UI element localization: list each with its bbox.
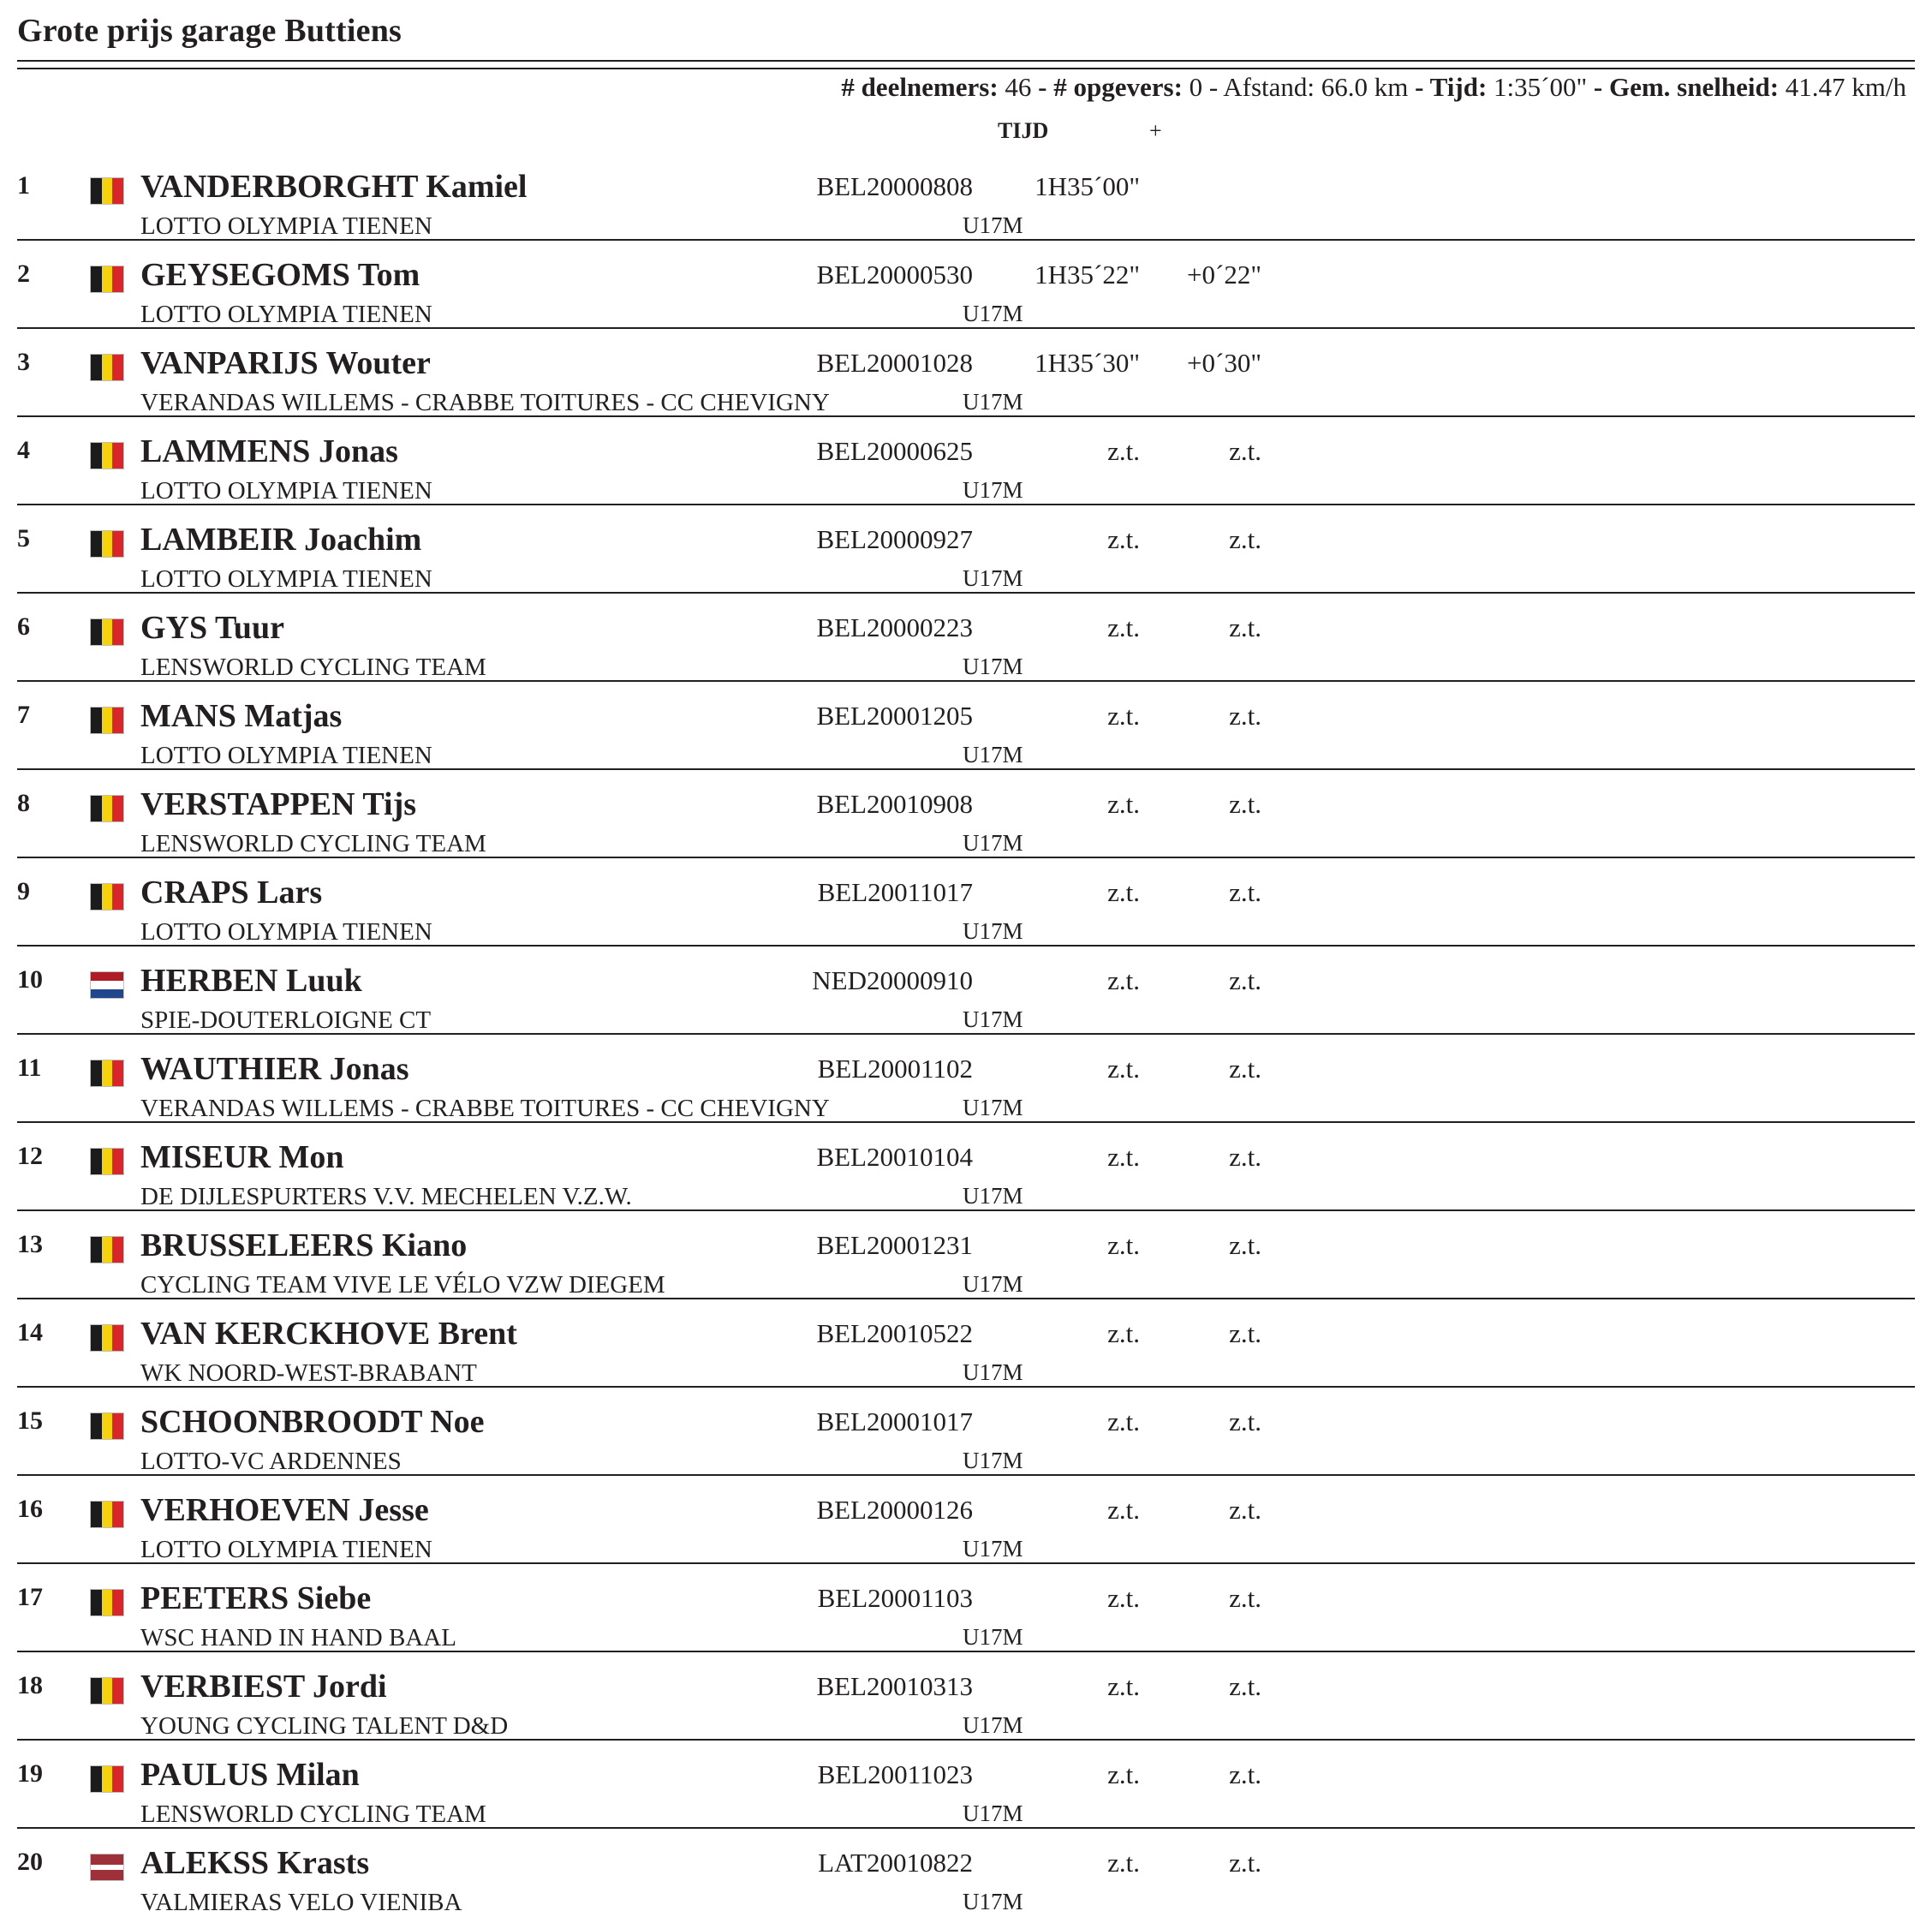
category: U17M <box>963 1183 1023 1209</box>
snelheid-value: 41.47 km/h <box>1785 72 1906 102</box>
finish-time: z.t. <box>1107 436 1140 466</box>
finish-time: z.t. <box>1107 612 1140 642</box>
nl-flag-icon <box>91 972 123 998</box>
rider-name: GEYSEGOMS Tom <box>140 257 420 293</box>
result-row <box>0 1211 1932 1299</box>
rank: 12 <box>17 1142 43 1170</box>
finish-time: z.t. <box>1107 524 1140 554</box>
team-name: LOTTO OLYMPIA TIENEN <box>140 918 432 946</box>
rank: 4 <box>17 436 30 464</box>
uci-id: BEL20010104 <box>816 1142 973 1172</box>
uci-id: BEL20001102 <box>817 1054 973 1084</box>
rank: 14 <box>17 1318 43 1347</box>
time-gap: z.t. <box>1229 1142 1261 1172</box>
rank: 11 <box>17 1054 42 1082</box>
time-gap: z.t. <box>1229 1583 1261 1613</box>
rank: 8 <box>17 789 30 817</box>
finish-time: z.t. <box>1107 789 1140 819</box>
team-name: SPIE-DOUTERLOIGNE CT <box>140 1006 432 1034</box>
result-row <box>0 594 1932 682</box>
be-flag-icon <box>91 1766 123 1792</box>
time-gap: z.t. <box>1229 877 1261 907</box>
rank: 5 <box>17 524 30 552</box>
team-name: VALMIERAS VELO VIENIBA <box>140 1889 462 1916</box>
rank: 18 <box>17 1671 43 1699</box>
result-row <box>0 1652 1932 1741</box>
team-name: VERANDAS WILLEMS - CRABBE TOITURES - CC CHEVIGNY <box>140 1095 830 1122</box>
finish-time: z.t. <box>1107 1230 1140 1260</box>
category: U17M <box>963 212 1023 238</box>
team-name: DE DIJLESPURTERS V.V. MECHELEN V.Z.W. <box>140 1183 632 1210</box>
rank: 3 <box>17 348 30 376</box>
rank: 7 <box>17 701 30 729</box>
uci-id: BEL20000927 <box>816 524 973 554</box>
rider-name: VERBIEST Jordi <box>140 1669 387 1705</box>
time-gap: +0´30" <box>1187 348 1261 378</box>
tijd-value: 1:35´00" <box>1494 72 1588 102</box>
category: U17M <box>963 1448 1023 1473</box>
uci-id: BEL20010522 <box>816 1318 973 1348</box>
time-gap: z.t. <box>1229 1406 1261 1436</box>
time-gap: z.t. <box>1229 612 1261 642</box>
rider-name: MISEUR Mon <box>140 1139 344 1175</box>
rank: 10 <box>17 965 43 994</box>
rank: 15 <box>17 1406 43 1435</box>
uci-id: BEL20000808 <box>816 171 973 201</box>
be-flag-icon <box>91 619 123 645</box>
uci-id: LAT20010822 <box>818 1848 973 1878</box>
category: U17M <box>963 654 1023 679</box>
rider-name: BRUSSELEERS Kiano <box>140 1227 468 1263</box>
uci-id: BEL20000223 <box>816 612 973 642</box>
uci-id: BEL20001017 <box>816 1406 973 1436</box>
result-row <box>0 1123 1932 1211</box>
time-gap: z.t. <box>1229 436 1261 466</box>
time-gap: z.t. <box>1229 1318 1261 1348</box>
finish-time: z.t. <box>1107 1759 1140 1789</box>
category: U17M <box>963 1712 1023 1738</box>
team-name: LENSWORLD CYCLING TEAM <box>140 1801 486 1828</box>
rider-name: VERHOEVEN Jesse <box>140 1492 429 1528</box>
uci-id: BEL20010313 <box>816 1671 973 1701</box>
time-gap: z.t. <box>1229 524 1261 554</box>
title-rule-bottom <box>17 68 1915 69</box>
result-row <box>0 1829 1932 1917</box>
result-row <box>0 947 1932 1035</box>
rider-name: WAUTHIER Jonas <box>140 1051 409 1087</box>
category: U17M <box>963 1006 1023 1032</box>
be-flag-icon <box>91 1502 123 1527</box>
be-flag-icon <box>91 708 123 733</box>
team-name: LENSWORLD CYCLING TEAM <box>140 654 486 681</box>
result-row <box>0 682 1932 770</box>
category: U17M <box>963 1359 1023 1385</box>
uci-id: BEL20001103 <box>817 1583 973 1613</box>
race-summary <box>841 72 1906 103</box>
uci-id: BEL20000625 <box>816 436 973 466</box>
page-title: Grote prijs garage Buttiens <box>17 13 402 49</box>
result-row <box>0 1564 1932 1652</box>
rider-name: LAMBEIR Joachim <box>140 522 422 558</box>
be-flag-icon <box>91 1060 123 1086</box>
team-name: LOTTO OLYMPIA TIENEN <box>140 565 432 593</box>
category: U17M <box>963 301 1023 326</box>
time-gap: z.t. <box>1229 1671 1261 1701</box>
rider-name: VAN KERCKHOVE Brent <box>140 1316 517 1352</box>
category: U17M <box>963 1889 1023 1914</box>
uci-id: BEL20000530 <box>816 260 973 290</box>
result-row <box>0 770 1932 858</box>
time-gap: z.t. <box>1229 1848 1261 1878</box>
category: U17M <box>963 1271 1023 1297</box>
be-flag-icon <box>91 178 123 204</box>
be-flag-icon <box>91 1413 123 1439</box>
opgevers-value: 0 <box>1189 72 1203 102</box>
rank: 16 <box>17 1495 43 1523</box>
category: U17M <box>963 918 1023 944</box>
result-row <box>0 1035 1932 1123</box>
rider-name: VERSTAPPEN Tijs <box>140 786 417 822</box>
result-row <box>0 152 1932 241</box>
uci-id: BEL20001028 <box>816 348 973 378</box>
be-flag-icon <box>91 1149 123 1174</box>
be-flag-icon <box>91 1325 123 1351</box>
result-row <box>0 417 1932 505</box>
rank: 19 <box>17 1759 43 1788</box>
be-flag-icon <box>91 884 123 910</box>
finish-time: z.t. <box>1107 1671 1140 1701</box>
uci-id: BEL20001231 <box>816 1230 973 1260</box>
rider-name: PAULUS Milan <box>140 1757 360 1793</box>
result-row <box>0 505 1932 594</box>
category: U17M <box>963 477 1023 503</box>
be-flag-icon <box>91 1678 123 1704</box>
category: U17M <box>963 1095 1023 1120</box>
time-gap: z.t. <box>1229 1759 1261 1789</box>
finish-time: z.t. <box>1107 701 1140 731</box>
team-name: LOTTO-VC ARDENNES <box>140 1448 402 1475</box>
be-flag-icon <box>91 1237 123 1263</box>
result-row <box>0 858 1932 947</box>
finish-time: z.t. <box>1107 1142 1140 1172</box>
finish-time: z.t. <box>1107 1318 1140 1348</box>
column-header-gap: + <box>1149 118 1162 143</box>
category: U17M <box>963 830 1023 856</box>
rider-name: MANS Matjas <box>140 698 343 734</box>
rider-name: ALEKSS Krasts <box>140 1845 370 1881</box>
time-gap: z.t. <box>1229 701 1261 731</box>
deelnemers-label: # deelnemers: <box>841 72 999 102</box>
rank: 2 <box>17 260 30 288</box>
uci-id: NED20000910 <box>812 965 973 995</box>
rider-name: SCHOONBROODT Noe <box>140 1404 485 1440</box>
rider-name: HERBEN Luuk <box>140 963 362 999</box>
rider-name: VANDERBORGHT Kamiel <box>140 169 528 205</box>
rider-name: CRAPS Lars <box>140 875 323 911</box>
category: U17M <box>963 1536 1023 1562</box>
time-gap: z.t. <box>1229 1230 1261 1260</box>
time-gap: z.t. <box>1229 1495 1261 1525</box>
rank: 20 <box>17 1848 43 1876</box>
team-name: LOTTO OLYMPIA TIENEN <box>140 477 432 505</box>
finish-time: z.t. <box>1107 1583 1140 1613</box>
team-name: LOTTO OLYMPIA TIENEN <box>140 212 432 240</box>
finish-time: 1H35´30" <box>1035 348 1140 378</box>
be-flag-icon <box>91 796 123 821</box>
rank: 6 <box>17 612 30 641</box>
uci-id: BEL20011023 <box>817 1759 973 1789</box>
team-name: VERANDAS WILLEMS - CRABBE TOITURES - CC CHEVIGNY <box>140 389 830 416</box>
time-gap: +0´22" <box>1187 260 1261 290</box>
lv-flag-icon <box>91 1854 123 1880</box>
finish-time: z.t. <box>1107 1054 1140 1084</box>
afstand-text: - Afstand: 66.0 km <box>1208 72 1409 102</box>
team-name: LOTTO OLYMPIA TIENEN <box>140 301 432 328</box>
category: U17M <box>963 389 1023 415</box>
be-flag-icon <box>91 531 123 557</box>
rank: 13 <box>17 1230 43 1258</box>
rider-name: PEETERS Siebe <box>140 1580 372 1616</box>
team-name: LOTTO OLYMPIA TIENEN <box>140 1536 432 1563</box>
finish-time: 1H35´00" <box>1035 171 1140 201</box>
uci-id: BEL20000126 <box>816 1495 973 1525</box>
finish-time: z.t. <box>1107 965 1140 995</box>
category: U17M <box>963 742 1023 767</box>
deelnemers-value: 46 <box>1005 72 1032 102</box>
result-row <box>0 241 1932 329</box>
be-flag-icon <box>91 266 123 292</box>
rank: 17 <box>17 1583 43 1611</box>
finish-time: z.t. <box>1107 877 1140 907</box>
rank: 9 <box>17 877 30 905</box>
uci-id: BEL20001205 <box>816 701 973 731</box>
rider-name: GYS Tuur <box>140 610 284 646</box>
column-header-time: TIJD <box>998 118 1049 143</box>
rider-name: VANPARIJS Wouter <box>140 345 431 381</box>
time-gap: z.t. <box>1229 965 1261 995</box>
result-row <box>0 1476 1932 1564</box>
result-row <box>0 329 1932 417</box>
be-flag-icon <box>91 443 123 469</box>
category: U17M <box>963 565 1023 591</box>
category: U17M <box>963 1624 1023 1650</box>
finish-time: z.t. <box>1107 1848 1140 1878</box>
result-row <box>0 1741 1932 1829</box>
team-name: YOUNG CYCLING TALENT D&D <box>140 1712 509 1740</box>
team-name: CYCLING TEAM VIVE LE VÉLO VZW DIEGEM <box>140 1271 665 1299</box>
category: U17M <box>963 1801 1023 1826</box>
opgevers-label: - # opgevers: <box>1038 72 1183 102</box>
team-name: LENSWORLD CYCLING TEAM <box>140 830 486 857</box>
be-flag-icon <box>91 1590 123 1615</box>
finish-time: z.t. <box>1107 1406 1140 1436</box>
result-row <box>0 1388 1932 1476</box>
team-name: WK NOORD-WEST-BRABANT <box>140 1359 477 1387</box>
finish-time: z.t. <box>1107 1495 1140 1525</box>
uci-id: BEL20010908 <box>816 789 973 819</box>
tijd-label: - Tijd: <box>1415 72 1488 102</box>
title-rule-top <box>17 60 1915 62</box>
uci-id: BEL20011017 <box>817 877 973 907</box>
rank: 1 <box>17 171 30 200</box>
result-row <box>0 1299 1932 1388</box>
rider-name: LAMMENS Jonas <box>140 433 398 469</box>
time-gap: z.t. <box>1229 789 1261 819</box>
be-flag-icon <box>91 355 123 380</box>
team-name: LOTTO OLYMPIA TIENEN <box>140 742 432 769</box>
team-name: WSC HAND IN HAND BAAL <box>140 1624 456 1651</box>
snelheid-label: - Gem. snelheid: <box>1593 72 1780 102</box>
finish-time: 1H35´22" <box>1035 260 1140 290</box>
time-gap: z.t. <box>1229 1054 1261 1084</box>
